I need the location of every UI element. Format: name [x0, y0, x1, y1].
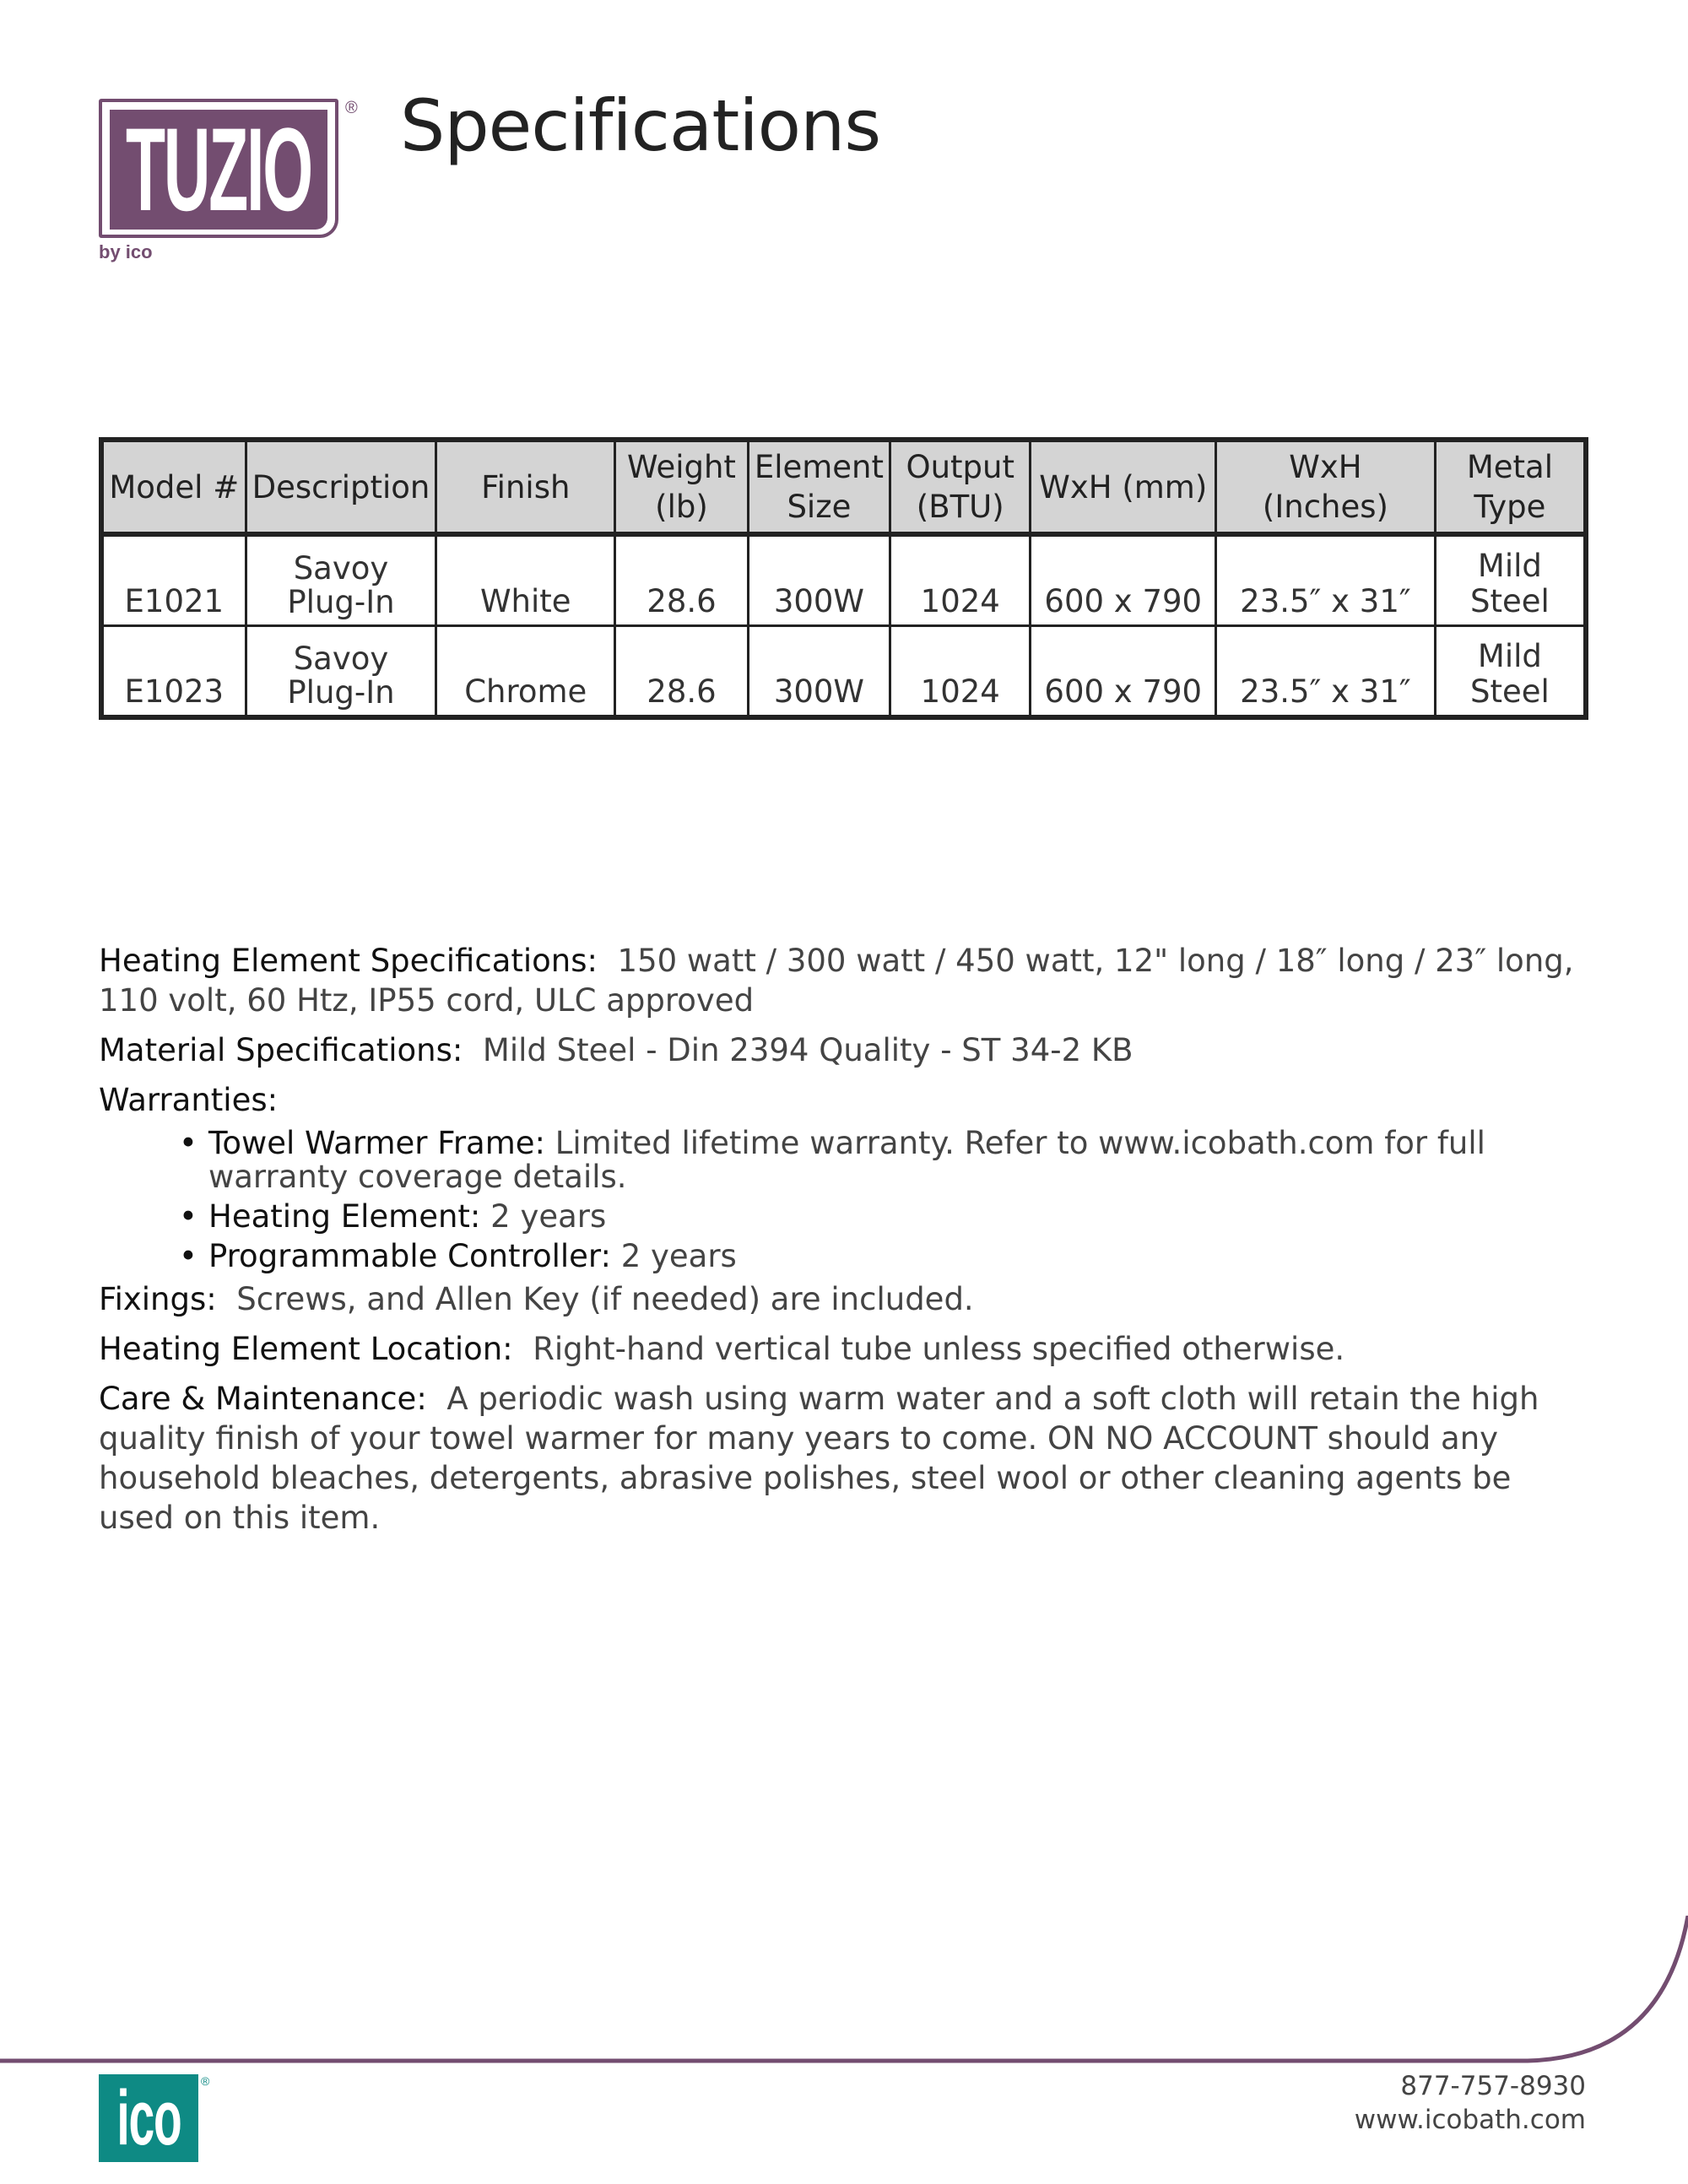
specifications-section	[99, 941, 1588, 1548]
warranty-item-label: Programmable Controller:	[208, 1238, 611, 1274]
cell-output: 1024	[890, 626, 1031, 718]
phone-number: 877-757-8930	[1400, 2071, 1586, 2101]
spec-table	[99, 437, 1588, 720]
list-item	[179, 1127, 1588, 1194]
cell-output: 1024	[890, 534, 1031, 626]
warranty-item-label: Towel Warmer Frame:	[208, 1125, 545, 1161]
col-header-description: Description	[246, 440, 436, 534]
cell-finish: Chrome	[436, 626, 615, 718]
col-header-weight: Weight (lb)	[615, 440, 749, 534]
registered-mark: ®	[345, 99, 358, 117]
col-header-finish: Finish	[436, 440, 615, 534]
warranty-list	[99, 1127, 1588, 1273]
material-spec	[99, 1030, 1588, 1070]
table-row	[101, 534, 1586, 626]
cell-model: E1023	[101, 626, 246, 718]
cell-weight: 28.6	[615, 626, 749, 718]
warranty-item-text: Limited lifetime warranty. Refer to www.icobath.com for full warranty coverage details.	[208, 1125, 1485, 1195]
element-location-label: Heating Element Location:	[99, 1331, 513, 1367]
bullet-icon: •	[179, 1198, 197, 1235]
heating-element-spec	[99, 941, 1588, 1020]
col-header-output: Output (BTU)	[890, 440, 1031, 534]
col-header-wxh-mm: WxH (mm)	[1031, 440, 1216, 534]
care-maintenance-label: Care & Maintenance:	[99, 1381, 427, 1417]
tuzio-logo	[99, 99, 358, 241]
cell-wxh-inches: 23.5″ x 31″	[1216, 534, 1436, 626]
by-ico-tagline: by ico	[99, 241, 153, 262]
ico-logo	[99, 2074, 198, 2162]
table-header-row	[101, 440, 1586, 534]
fixings-spec	[99, 1279, 1588, 1319]
cell-description: Savoy Plug-In	[246, 626, 436, 718]
cell-element-size: 300W	[748, 534, 890, 626]
cell-metal-type: Mild Steel	[1435, 534, 1586, 626]
warranty-item-text: 2 years	[620, 1238, 737, 1274]
cell-description: Savoy Plug-In	[246, 534, 436, 626]
footer-curve-line	[0, 1916, 1688, 2068]
care-maintenance-text: A periodic wash using warm water and a soft cloth will retain the high quality finish of your towel warmer for many years to come. ON NO ACCOUNT should any household bleaches, detergents, abrasive polishes, steel wool or other cleaning agents be used on this item.	[99, 1381, 1539, 1536]
list-item	[179, 1240, 1588, 1273]
website-link[interactable]: www.icobath.com	[1354, 2105, 1586, 2135]
page-title: Specifications	[400, 84, 881, 167]
cell-metal-type: Mild Steel	[1435, 626, 1586, 718]
cell-model: E1021	[101, 534, 246, 626]
tuzio-logo-text: TUZIO	[126, 103, 311, 235]
warranty-item-text: 2 years	[490, 1198, 607, 1235]
element-location-spec	[99, 1329, 1588, 1369]
warranty-item-label: Heating Element:	[208, 1198, 481, 1235]
care-maintenance-spec	[99, 1379, 1588, 1538]
cell-finish: White	[436, 534, 615, 626]
cell-wxh-inches: 23.5″ x 31″	[1216, 626, 1436, 718]
col-header-element-size: Element Size	[748, 440, 890, 534]
ico-logo-text: ico	[116, 2075, 181, 2161]
tuzio-logo-frame	[99, 99, 338, 238]
element-location-text: Right-hand vertical tube unless specified otherwise.	[533, 1331, 1345, 1367]
bullet-icon: •	[179, 1125, 197, 1161]
bullet-icon: •	[179, 1238, 197, 1274]
warranties-label: Warranties:	[99, 1082, 279, 1118]
col-header-model: Model #	[101, 440, 246, 534]
material-spec-label: Material Specifications:	[99, 1032, 463, 1068]
cell-weight: 28.6	[615, 534, 749, 626]
cell-wxh-mm: 600 x 790	[1031, 534, 1216, 626]
table-row	[101, 626, 1586, 718]
ico-registered-mark: ®	[201, 2074, 210, 2088]
heating-element-spec-label: Heating Element Specifications:	[99, 943, 598, 979]
tuzio-logo-fill	[110, 103, 327, 235]
fixings-label: Fixings:	[99, 1281, 217, 1317]
col-header-wxh-inches: WxH (Inches)	[1216, 440, 1436, 534]
warranties-heading	[99, 1080, 1588, 1120]
cell-element-size: 300W	[748, 626, 890, 718]
heating-element-spec-text: 150 watt / 300 watt / 450 watt, 12" long / 18″ long / 23″ long, 110 volt, 60 Htz, IP55 cord, ULC approved	[99, 943, 1574, 1019]
list-item	[179, 1200, 1588, 1234]
fixings-text: Screws, and Allen Key (if needed) are included.	[236, 1281, 974, 1317]
cell-wxh-mm: 600 x 790	[1031, 626, 1216, 718]
col-header-metal-type: Metal Type	[1435, 440, 1586, 534]
contact-info	[1355, 2069, 1586, 2137]
material-spec-text: Mild Steel - Din 2394 Quality - ST 34-2 KB	[482, 1032, 1133, 1068]
